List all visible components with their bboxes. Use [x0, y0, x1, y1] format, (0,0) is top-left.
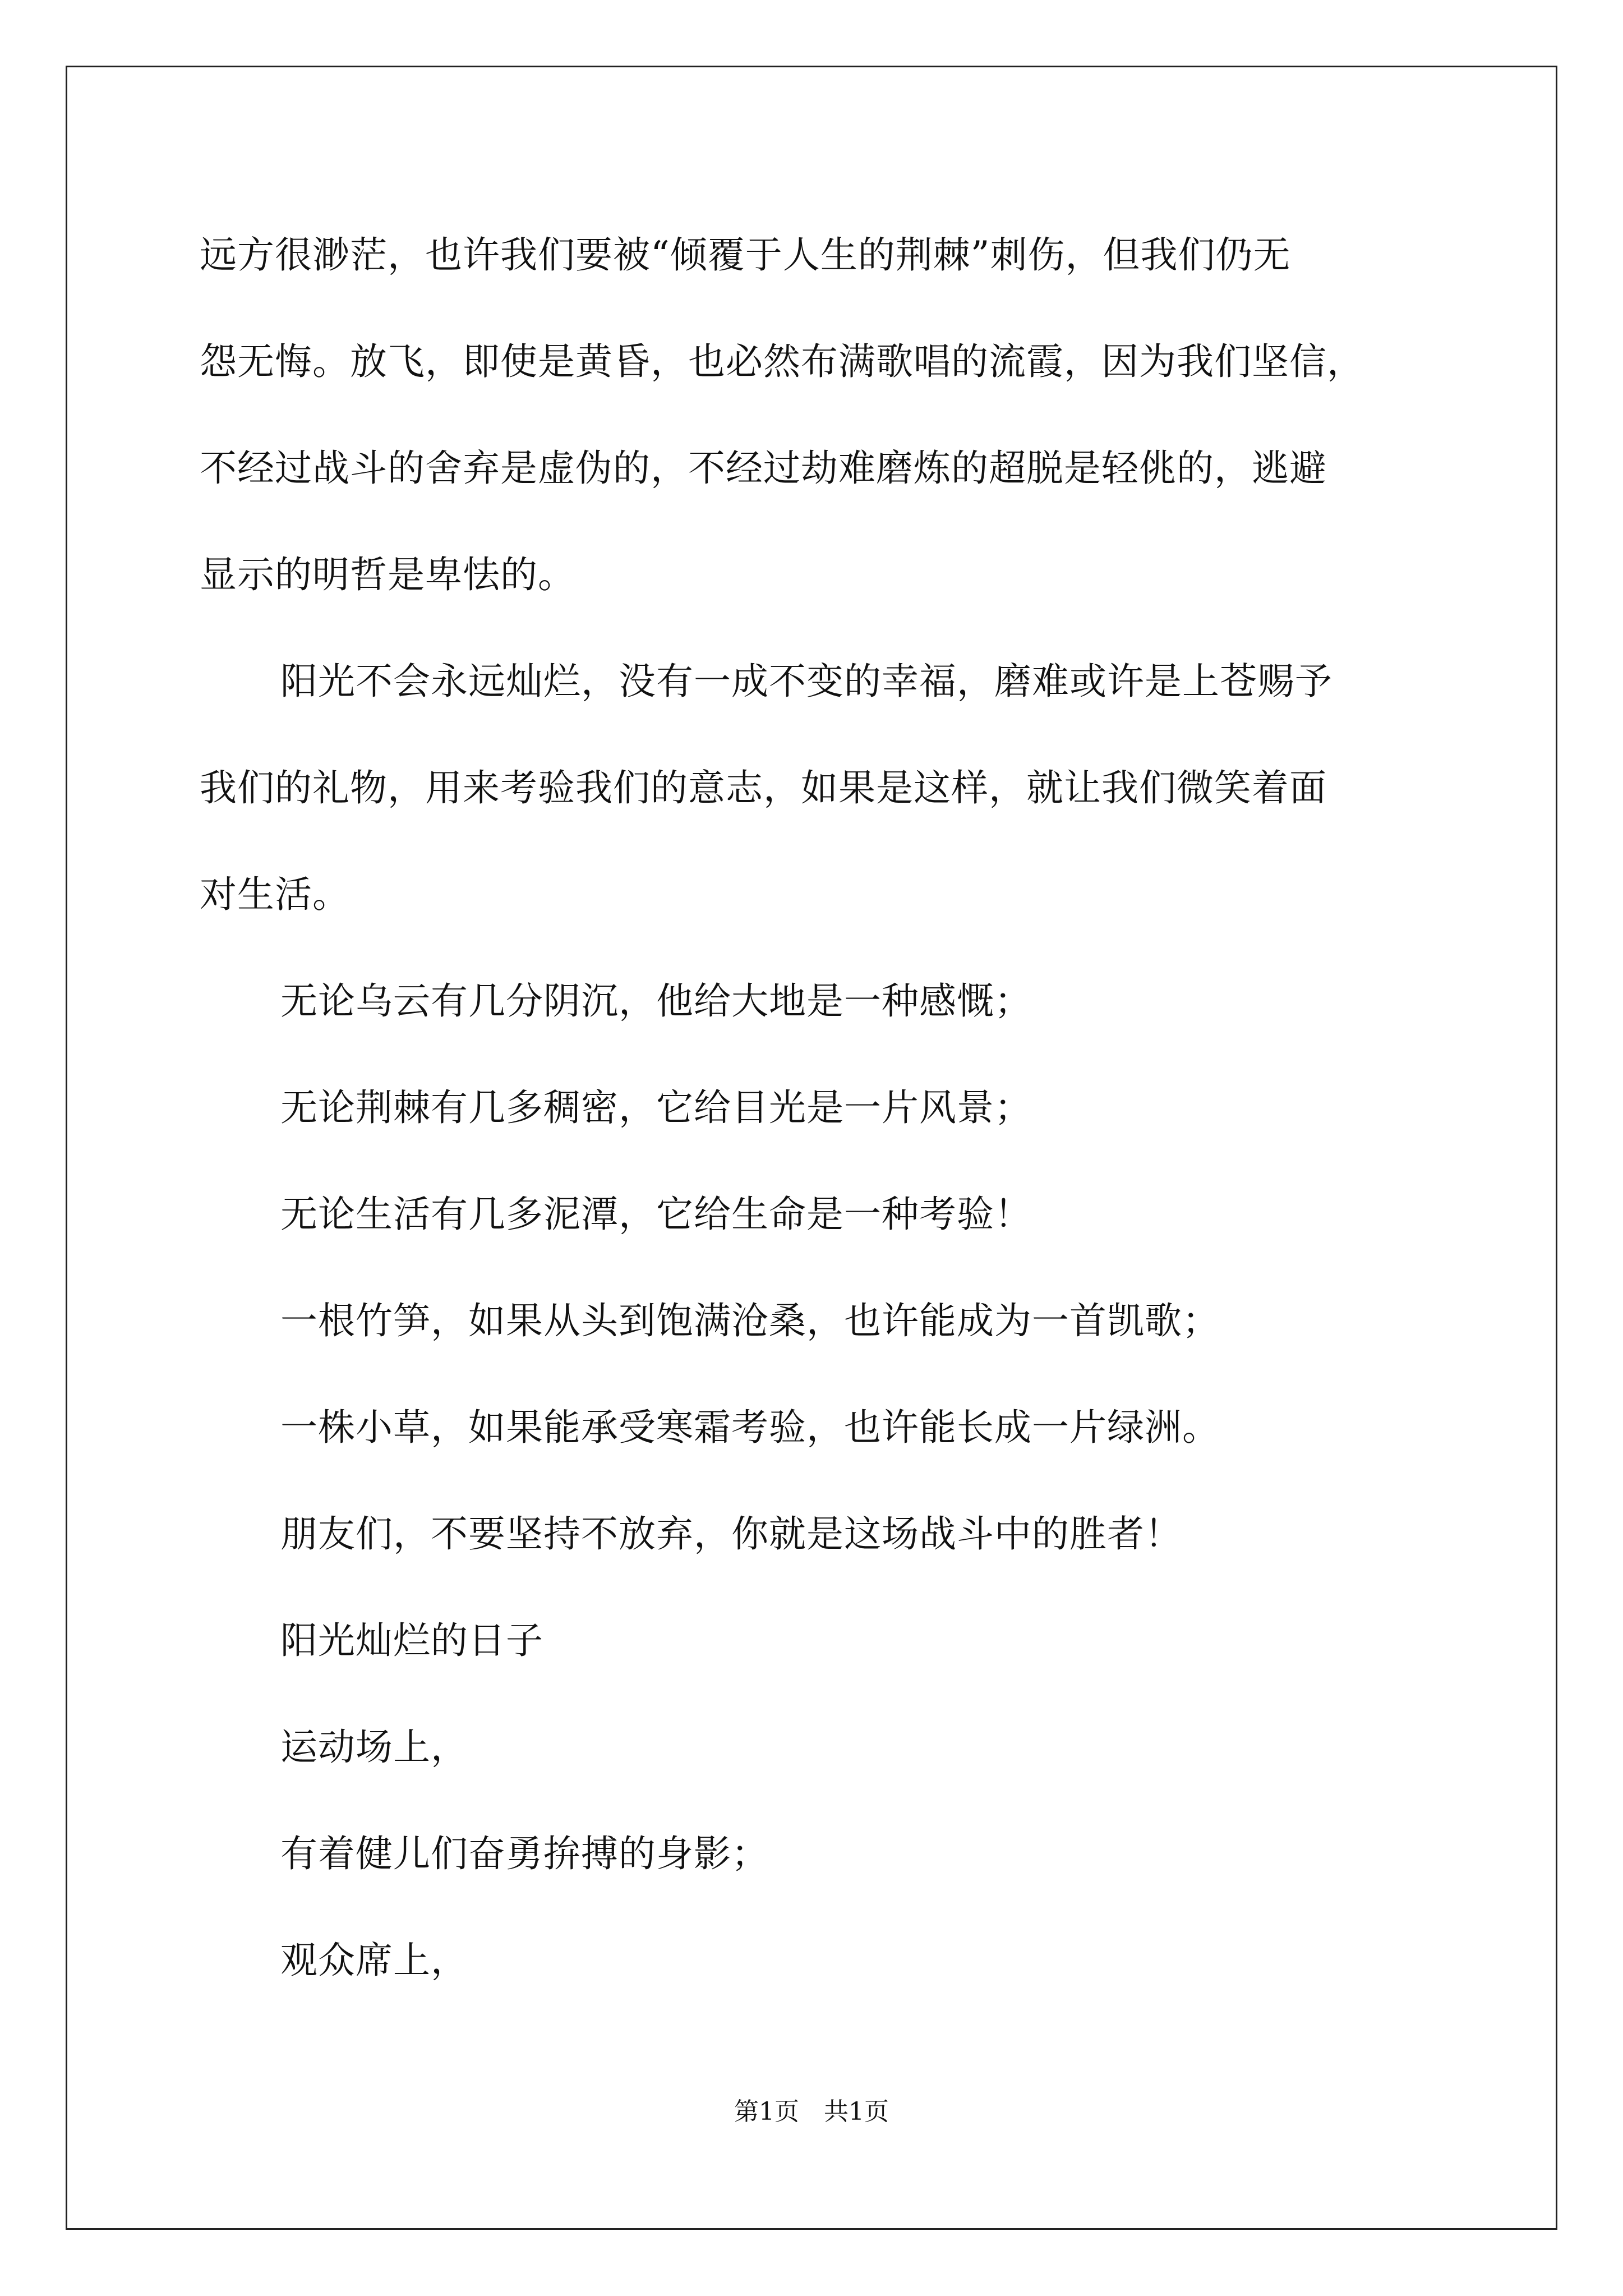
text-line: 不经过战斗的舍弃是虚伪的，不经过劫难磨炼的超脱是轻佻的，逃避: [200, 447, 1327, 490]
text-line: 无论生活有几多泥潭，它给生命是一种考验！: [280, 1193, 1032, 1236]
text-line: 无论乌云有几分阴沉，他给大地是一种感慨；: [280, 979, 1032, 1023]
text-line: 有着健儿们奋勇拚搏的身影；: [280, 1832, 769, 1875]
text-line: 运动场上，: [280, 1726, 468, 1769]
text-line: 我们的礼物，用来考验我们的意志，如果是这样，就让我们微笑着面: [200, 766, 1327, 809]
page-number: 第1页 共1页: [734, 2097, 889, 2126]
text-line: 观众席上，: [280, 1939, 468, 1982]
document-body: [200, 202, 1461, 2014]
text-line: 怨无悔。放飞，即使是黄昏，也必然布满歌唱的流霞，因为我们坚信，: [200, 340, 1364, 383]
page-footer: [0, 2091, 1623, 2127]
text-line: 一根竹笋，如果从头到饱满沧桑，也许能成为一首凯歌；: [280, 1299, 1220, 1342]
section-title: 阳光灿烂的日子: [280, 1619, 543, 1662]
text-line: 显示的明哲是卑怯的。: [200, 553, 575, 596]
text-line: 无论荆棘有几多稠密，它给目光是一片风景；: [280, 1086, 1032, 1129]
text-line: 朋友们，不要坚持不放弃，你就是这场战斗中的胜者！: [280, 1512, 1182, 1556]
text-line: 阳光不会永远灿烂，没有一成不变的幸福，磨难或许是上苍赐予: [280, 660, 1332, 703]
text-line: 远方很渺茫，也许我们要被“倾覆于人生的荆棘”刺伤，但我们仍无: [200, 233, 1291, 277]
text-line: 对生活。: [200, 873, 350, 916]
text-line: 一株小草，如果能承受寒霜考验，也许能长成一片绿洲。: [280, 1406, 1220, 1449]
